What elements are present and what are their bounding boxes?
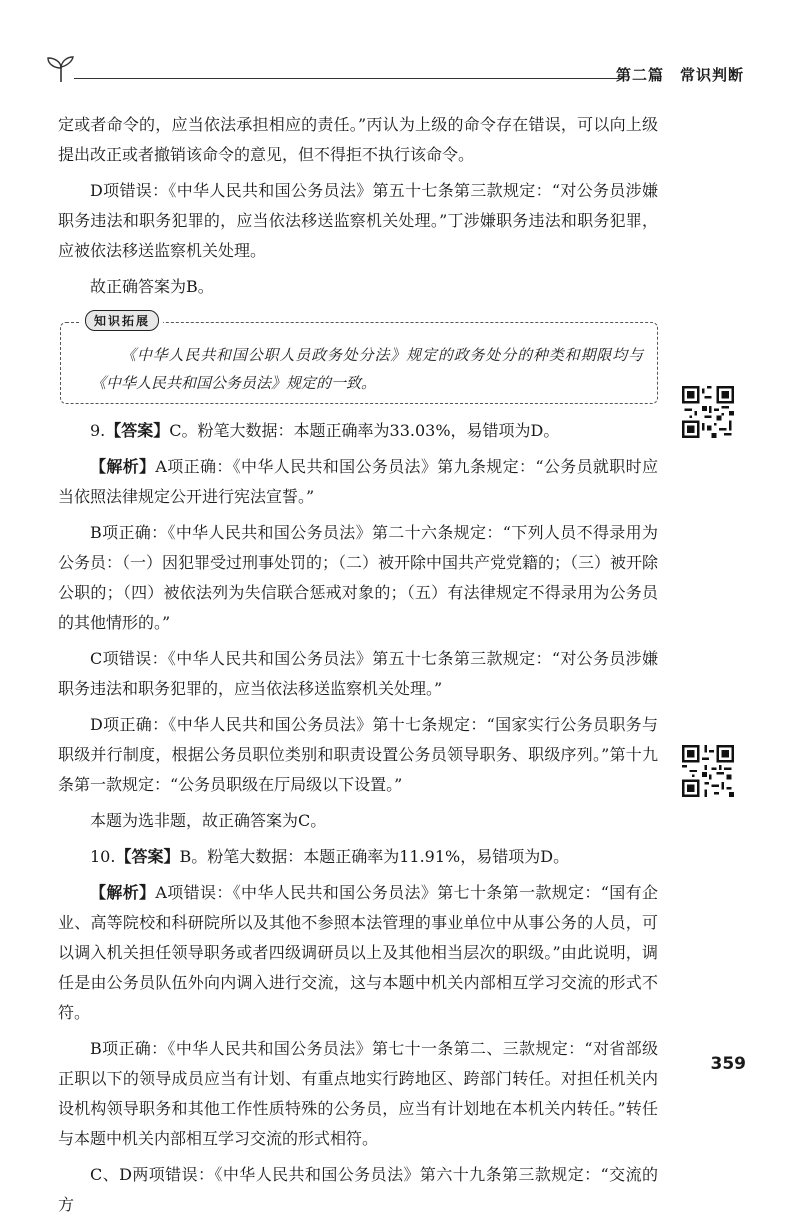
tip-text: 《中华人民共和国公职人员政务处分法》规定的政务处分的种类和期限均与《中华人民共和国公务员法》规定的一致。 (91, 346, 643, 392)
header-rule (74, 78, 622, 79)
q9-analysis-text: A项正确：《中华人民共和国公务员法》第九条规定：“公务员就职时应当依照法律规定公开进行宪法宣誓。” (58, 457, 658, 506)
q10-analysis-tag: 【解析】 (90, 883, 156, 902)
q9-answer-text: C。粉笔大数据：本题正确率为33.03%，易错项为D。 (169, 421, 560, 440)
q10-option-b: B项正确：《中华人民共和国公务员法》第七十一条第二、三款规定：“对省部级正职以下的领导成员应当有计划、有重点地实行跨地区、跨部门转任。对担任机关内设机构领导职务和其他工作性质特殊的公务员，应当有计划地在本机关内转任。”转任与本题中机关内部相互学习交流的形式相符。 (58, 1039, 658, 1148)
q9-option-b: B项正确：《中华人民共和国公务员法》第二十六条规定：“下列人员不得录用为公务员：（一）因犯罪受过刑事处罚的；（二）被开除中国共产党党籍的；（三）被开除公职的；（四）被依法列为失信联合惩戒对象的；（五）有法律规定不得录用为公务员的其他情形的。” (58, 523, 659, 632)
header-part: 第二篇 (615, 66, 664, 84)
sprout-icon (44, 52, 78, 86)
q9-answer-tag: 【答案】 (105, 421, 170, 440)
q9-option-d: D项正确：《中华人民共和国公务员法》第十七条规定：“国家实行公务员职务与职级并行制度，根据公务员职位类别和职责设置公务员领导职务、职级序列。”第十九条第一款规定：“公务员职级在厅局级以下设置。” (58, 715, 658, 794)
paragraph: D项错误：《中华人民共和国公务员法》第五十七条第三款规定：“对公务员涉嫌职务违法和职务犯罪的，应当依法移送监察机关处理。”丁涉嫌职务违法和职务犯罪，应被依法移送监察机关处理。 (58, 181, 658, 260)
header-section: 常识判断 (679, 66, 744, 84)
paragraph: 故正确答案为B。 (90, 277, 214, 296)
qr-code-icon[interactable] (682, 745, 734, 797)
q10-analysis-text: A项错误：《中华人民共和国公务员法》第七十条第一款规定：“国有企业、高等院校和科研院所以及其他不参照本法管理的事业单位中从事公务的人员，可以调入机关担任领导职务或者四级调研员以上及其他相当层次的职级。”由此说明，调任是由公务员队伍外向内调入进行交流，这与本题中机关内部相互学习交流的形式不符。 (58, 883, 658, 1022)
q9-option-c: C项错误：《中华人民共和国公务员法》第五十七条第三款规定：“对公务员涉嫌职务违法和职务犯罪的，应当依法移送监察机关处理。” (58, 649, 658, 698)
q10-answer (58, 842, 658, 872)
page-number: 359 (710, 1054, 746, 1074)
page-body (58, 110, 658, 1220)
knowledge-tip-box (60, 314, 658, 404)
q10-analysis (58, 878, 658, 1028)
q10-answer-tag: 【答案】 (115, 847, 180, 866)
q9-analysis (58, 452, 658, 512)
q9-answer (58, 416, 658, 446)
q10-answer-text: B。粉笔大数据：本题正确率为11.91%，易错项为D。 (179, 847, 570, 866)
paragraph: 定或者命令的，应当依法承担相应的责任。”丙认为上级的命令存在错误，可以向上级提出改正或者撤销该命令的意见，但不得拒不执行该命令。 (58, 115, 658, 164)
header-title (616, 64, 744, 85)
page-header (44, 52, 744, 92)
q9-analysis-tag: 【解析】 (90, 457, 156, 476)
q10-option-cd: C、D两项错误：《中华人民共和国公务员法》第六十九条第三款规定：“交流的方 (58, 1165, 658, 1214)
qr-code-icon[interactable] (682, 386, 734, 438)
q10-number: 10. (90, 847, 116, 866)
q9-conclusion: 本题为选非题，故正确答案为C。 (90, 811, 327, 830)
tip-label-text: 知识拓展 (85, 310, 159, 331)
tip-label (81, 310, 163, 331)
q9-number: 9. (90, 421, 106, 440)
